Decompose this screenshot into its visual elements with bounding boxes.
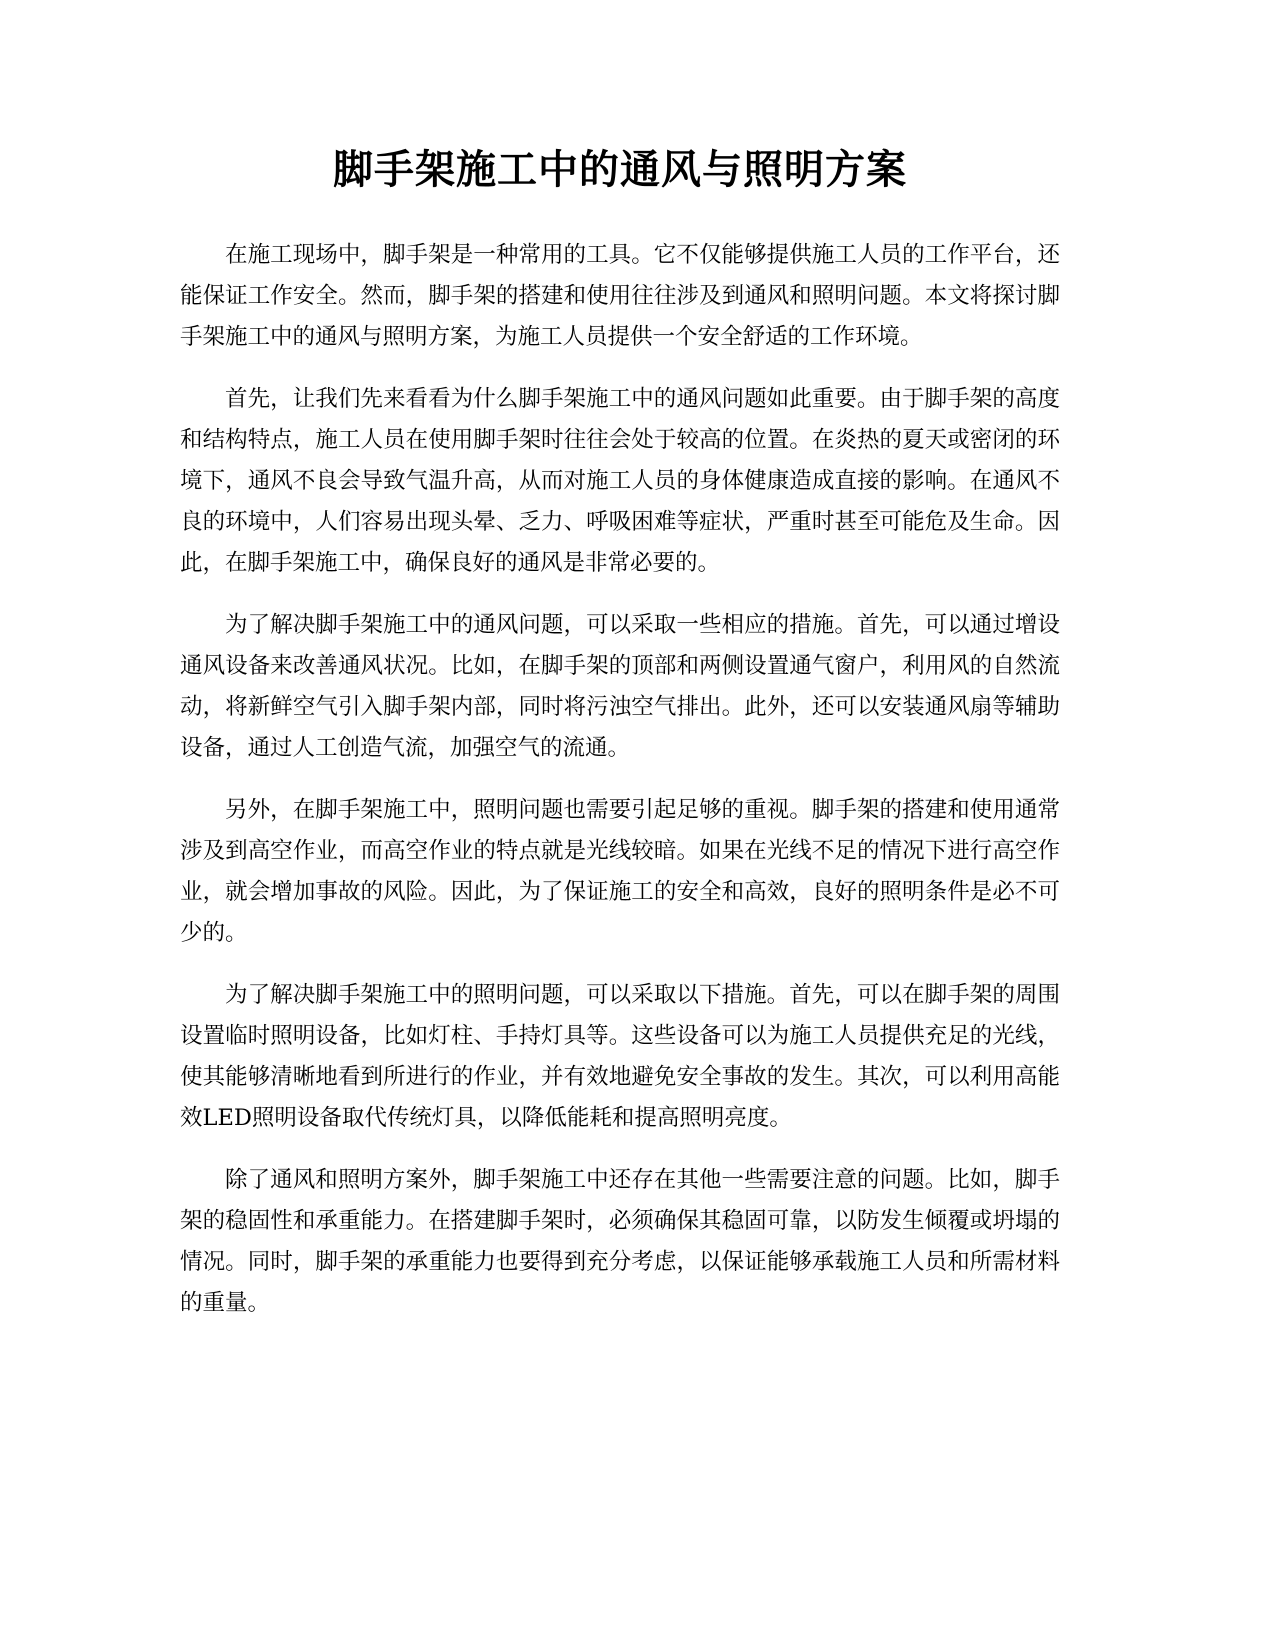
paragraph-ventilation-measures: 为了解决脚手架施工中的通风问题，可以采取一些相应的措施。首先，可以通过增设通风设备来改善通风状况。比如，在脚手架的顶部和两侧设置通气窗户，利用风的自然流动，将新鲜空气引入脚手架内部，同时将污浊空气排出。此外，还可以安装通风扇等辅助设备，通过人工创造气流，加强空气的流通。 (180, 612, 1060, 761)
paragraph-other-issues: 除了通风和照明方案外，脚手架施工中还存在其他一些需要注意的问题。比如，脚手架的稳固性和承重能力。在搭建脚手架时，必须确保其稳固可靠，以防发生倾覆或坍塌的情况。同时，脚手架的承重能力也要得到充分考虑，以保证能够承载施工人员和所需材料的重量。 (180, 1167, 1060, 1316)
document-page (180, 140, 1060, 1345)
document-title: 脚手架施工中的通风与照明方案 (333, 147, 907, 193)
paragraph-lighting-importance: 另外，在脚手架施工中，照明问题也需要引起足够的重视。脚手架的搭建和使用通常涉及到高空作业，而高空作业的特点就是光线较暗。如果在光线不足的情况下进行高空作业，就会增加事故的风险。因此，为了保证施工的安全和高效，良好的照明条件是必不可少的。 (180, 797, 1060, 946)
paragraph-lighting-measures: 为了解决脚手架施工中的照明问题，可以采取以下措施。首先，可以在脚手架的周围设置临时照明设备，比如灯柱、手持灯具等。这些设备可以为施工人员提供充足的光线，使其能够清晰地看到所进行的作业，并有效地避免安全事故的发生。其次，可以利用高能效LED照明设备取代传统灯具，以降低能耗和提高照明亮度。 (180, 982, 1060, 1131)
paragraph-ventilation-importance: 首先，让我们先来看看为什么脚手架施工中的通风问题如此重要。由于脚手架的高度和结构特点，施工人员在使用脚手架时往往会处于较高的位置。在炎热的夏天或密闭的环境下，通风不良会导致气温升高，从而对施工人员的身体健康造成直接的影响。在通风不良的环境中，人们容易出现头晕、乏力、呼吸困难等症状，严重时甚至可能危及生命。因此，在脚手架施工中，确保良好的通风是非常必要的。 (180, 386, 1060, 576)
paragraph-intro: 在施工现场中，脚手架是一种常用的工具。它不仅能够提供施工人员的工作平台，还能保证工作安全。然而，脚手架的搭建和使用往往涉及到通风和照明问题。本文将探讨脚手架施工中的通风与照明方案，为施工人员提供一个安全舒适的工作环境。 (180, 242, 1060, 350)
